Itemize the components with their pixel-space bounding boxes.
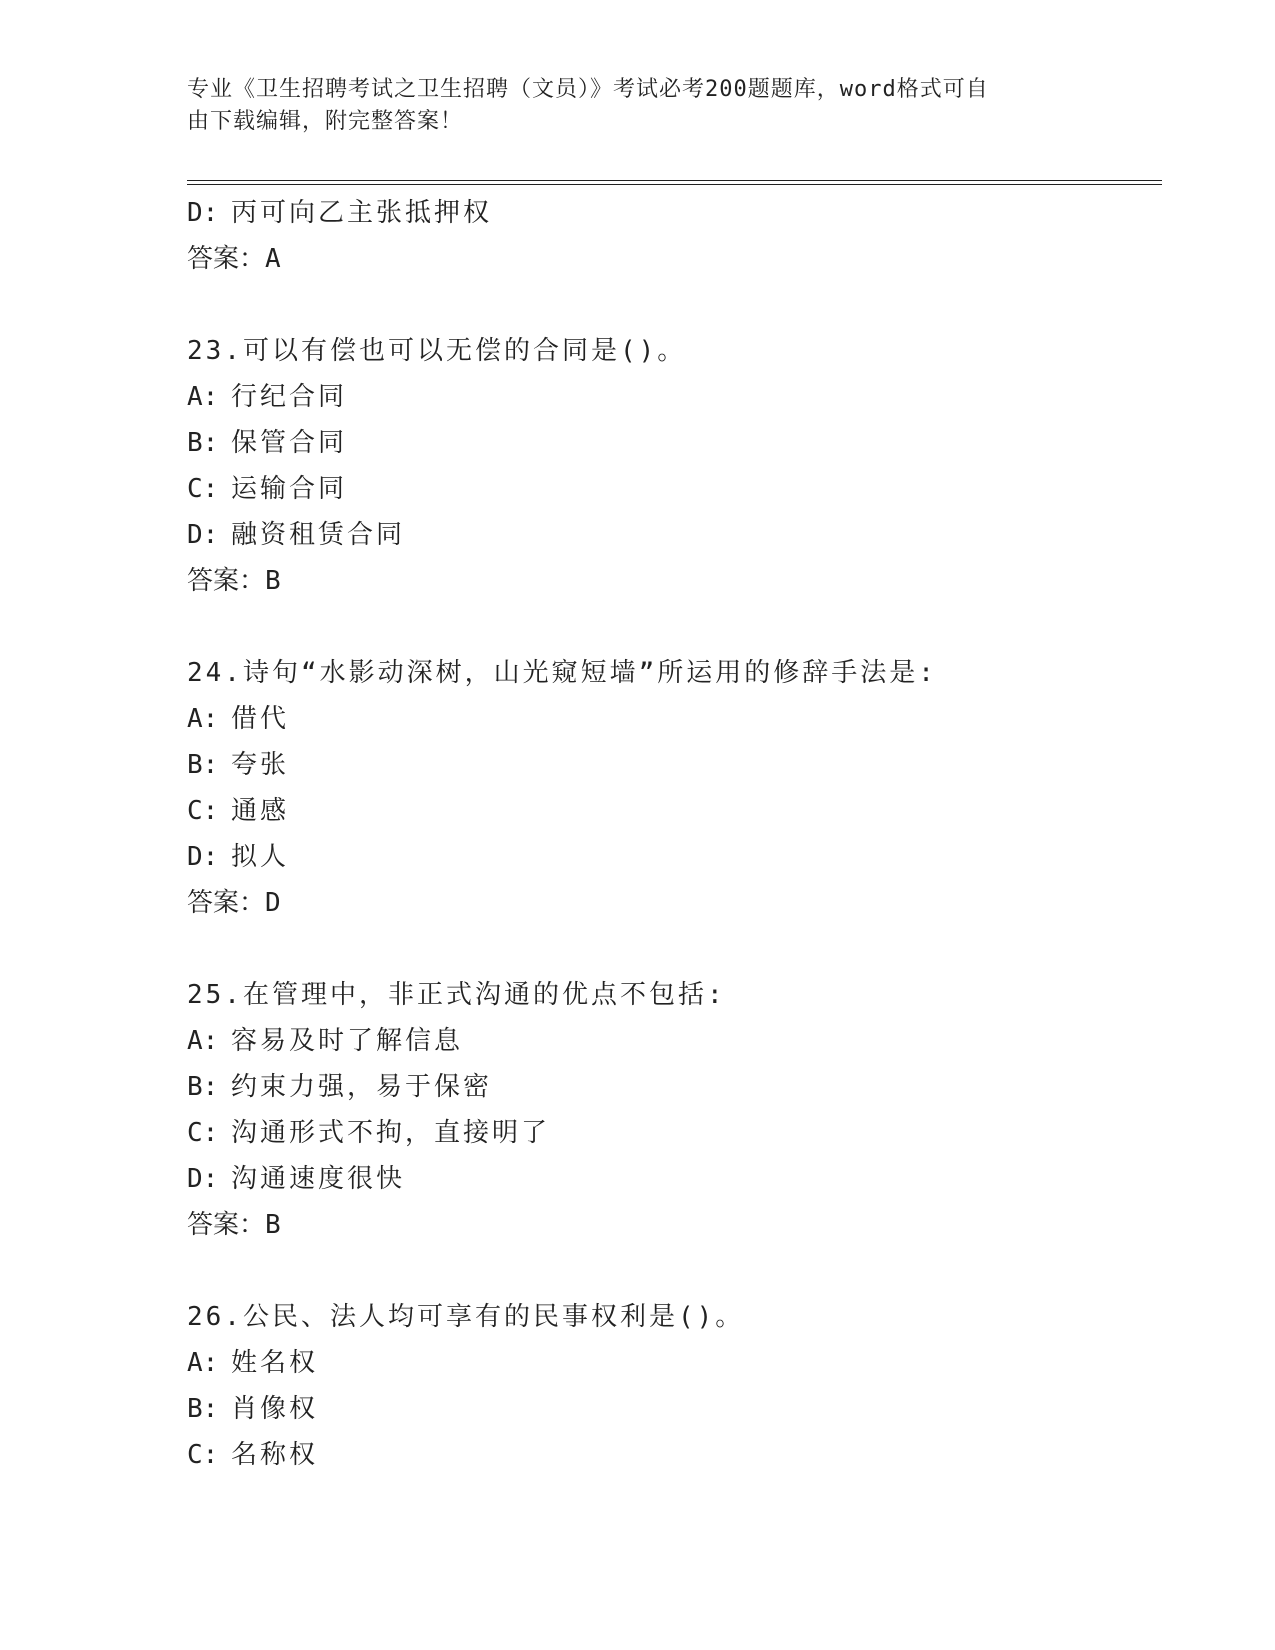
option-a bbox=[187, 1018, 1162, 1064]
option-c bbox=[187, 466, 1162, 512]
option-text: 沟通形式不拘，直接明了 bbox=[231, 1118, 551, 1148]
option-b bbox=[187, 742, 1162, 788]
answer-value: A bbox=[265, 244, 281, 274]
header-line-1: 专业《卫生招聘考试之卫生招聘（文员）》考试必考200题题库，word格式可自 bbox=[187, 77, 989, 102]
option-c bbox=[187, 788, 1162, 834]
answer-row bbox=[187, 558, 1162, 604]
option-prefix: D: bbox=[187, 520, 219, 550]
answer-label: 答案： bbox=[187, 1210, 266, 1240]
option-c bbox=[187, 1110, 1162, 1156]
option-a bbox=[187, 1340, 1162, 1386]
option-text: 借代 bbox=[231, 704, 290, 734]
option-text: 名称权 bbox=[231, 1440, 319, 1470]
option-text: 运输合同 bbox=[231, 474, 348, 504]
option-a bbox=[187, 696, 1162, 742]
header-line-2: 由下载编辑，附完整答案！ bbox=[187, 109, 464, 134]
option-d bbox=[187, 512, 1162, 558]
answer-label: 答案： bbox=[187, 244, 266, 274]
option-prefix: D: bbox=[187, 1164, 219, 1194]
option-text: 丙可向乙主张抵押权 bbox=[231, 198, 493, 228]
option-text: 拟人 bbox=[231, 842, 290, 872]
option-prefix: A: bbox=[187, 1026, 219, 1056]
option-prefix: B: bbox=[187, 428, 219, 458]
option-a bbox=[187, 374, 1162, 420]
option-b bbox=[187, 1064, 1162, 1110]
header-divider-top bbox=[187, 180, 1162, 181]
option-text: 夸张 bbox=[231, 750, 290, 780]
answer-label: 答案： bbox=[187, 566, 266, 596]
option-text: 融资租赁合同 bbox=[231, 520, 406, 550]
option-prefix: B: bbox=[187, 750, 219, 780]
answer-value: D bbox=[265, 888, 281, 918]
option-b bbox=[187, 1386, 1162, 1432]
option-prefix: C: bbox=[187, 796, 219, 826]
option-text: 行纪合同 bbox=[231, 382, 348, 412]
answer-row bbox=[187, 236, 1162, 282]
option-prefix: C: bbox=[187, 1118, 219, 1148]
option-text: 容易及时了解信息 bbox=[231, 1026, 464, 1056]
answer-label: 答案： bbox=[187, 888, 266, 918]
option-text: 通感 bbox=[231, 796, 290, 826]
option-d bbox=[187, 834, 1162, 880]
question-stem: 24.诗句“水影动深树，山光窥短墙”所运用的修辞手法是: bbox=[187, 658, 937, 688]
document-header bbox=[187, 74, 1087, 138]
option-d bbox=[187, 190, 1162, 236]
option-text: 保管合同 bbox=[231, 428, 348, 458]
option-text: 肖像权 bbox=[231, 1394, 319, 1424]
question-stem: 25.在管理中，非正式沟通的优点不包括: bbox=[187, 980, 726, 1010]
option-prefix: D: bbox=[187, 198, 219, 228]
option-d bbox=[187, 1156, 1162, 1202]
answer-value: B bbox=[265, 1210, 281, 1240]
option-text: 约束力强，易于保密 bbox=[231, 1072, 493, 1102]
header-divider-bottom bbox=[187, 184, 1162, 185]
option-c bbox=[187, 1432, 1162, 1478]
question-list bbox=[187, 190, 1162, 1478]
option-prefix: A: bbox=[187, 704, 219, 734]
answer-value: B bbox=[265, 566, 281, 596]
answer-row bbox=[187, 1202, 1162, 1248]
question-stem: 23.可以有偿也可以无偿的合同是()。 bbox=[187, 336, 687, 366]
option-prefix: D: bbox=[187, 842, 219, 872]
option-prefix: B: bbox=[187, 1072, 219, 1102]
option-text: 姓名权 bbox=[231, 1348, 319, 1378]
question-stem: 26.公民、法人均可享有的民事权利是()。 bbox=[187, 1302, 745, 1332]
option-text: 沟通速度很快 bbox=[231, 1164, 406, 1194]
option-prefix: A: bbox=[187, 1348, 219, 1378]
option-prefix: C: bbox=[187, 1440, 219, 1470]
option-prefix: B: bbox=[187, 1394, 219, 1424]
answer-row bbox=[187, 880, 1162, 926]
option-b bbox=[187, 420, 1162, 466]
option-prefix: A: bbox=[187, 382, 219, 412]
option-prefix: C: bbox=[187, 474, 219, 504]
